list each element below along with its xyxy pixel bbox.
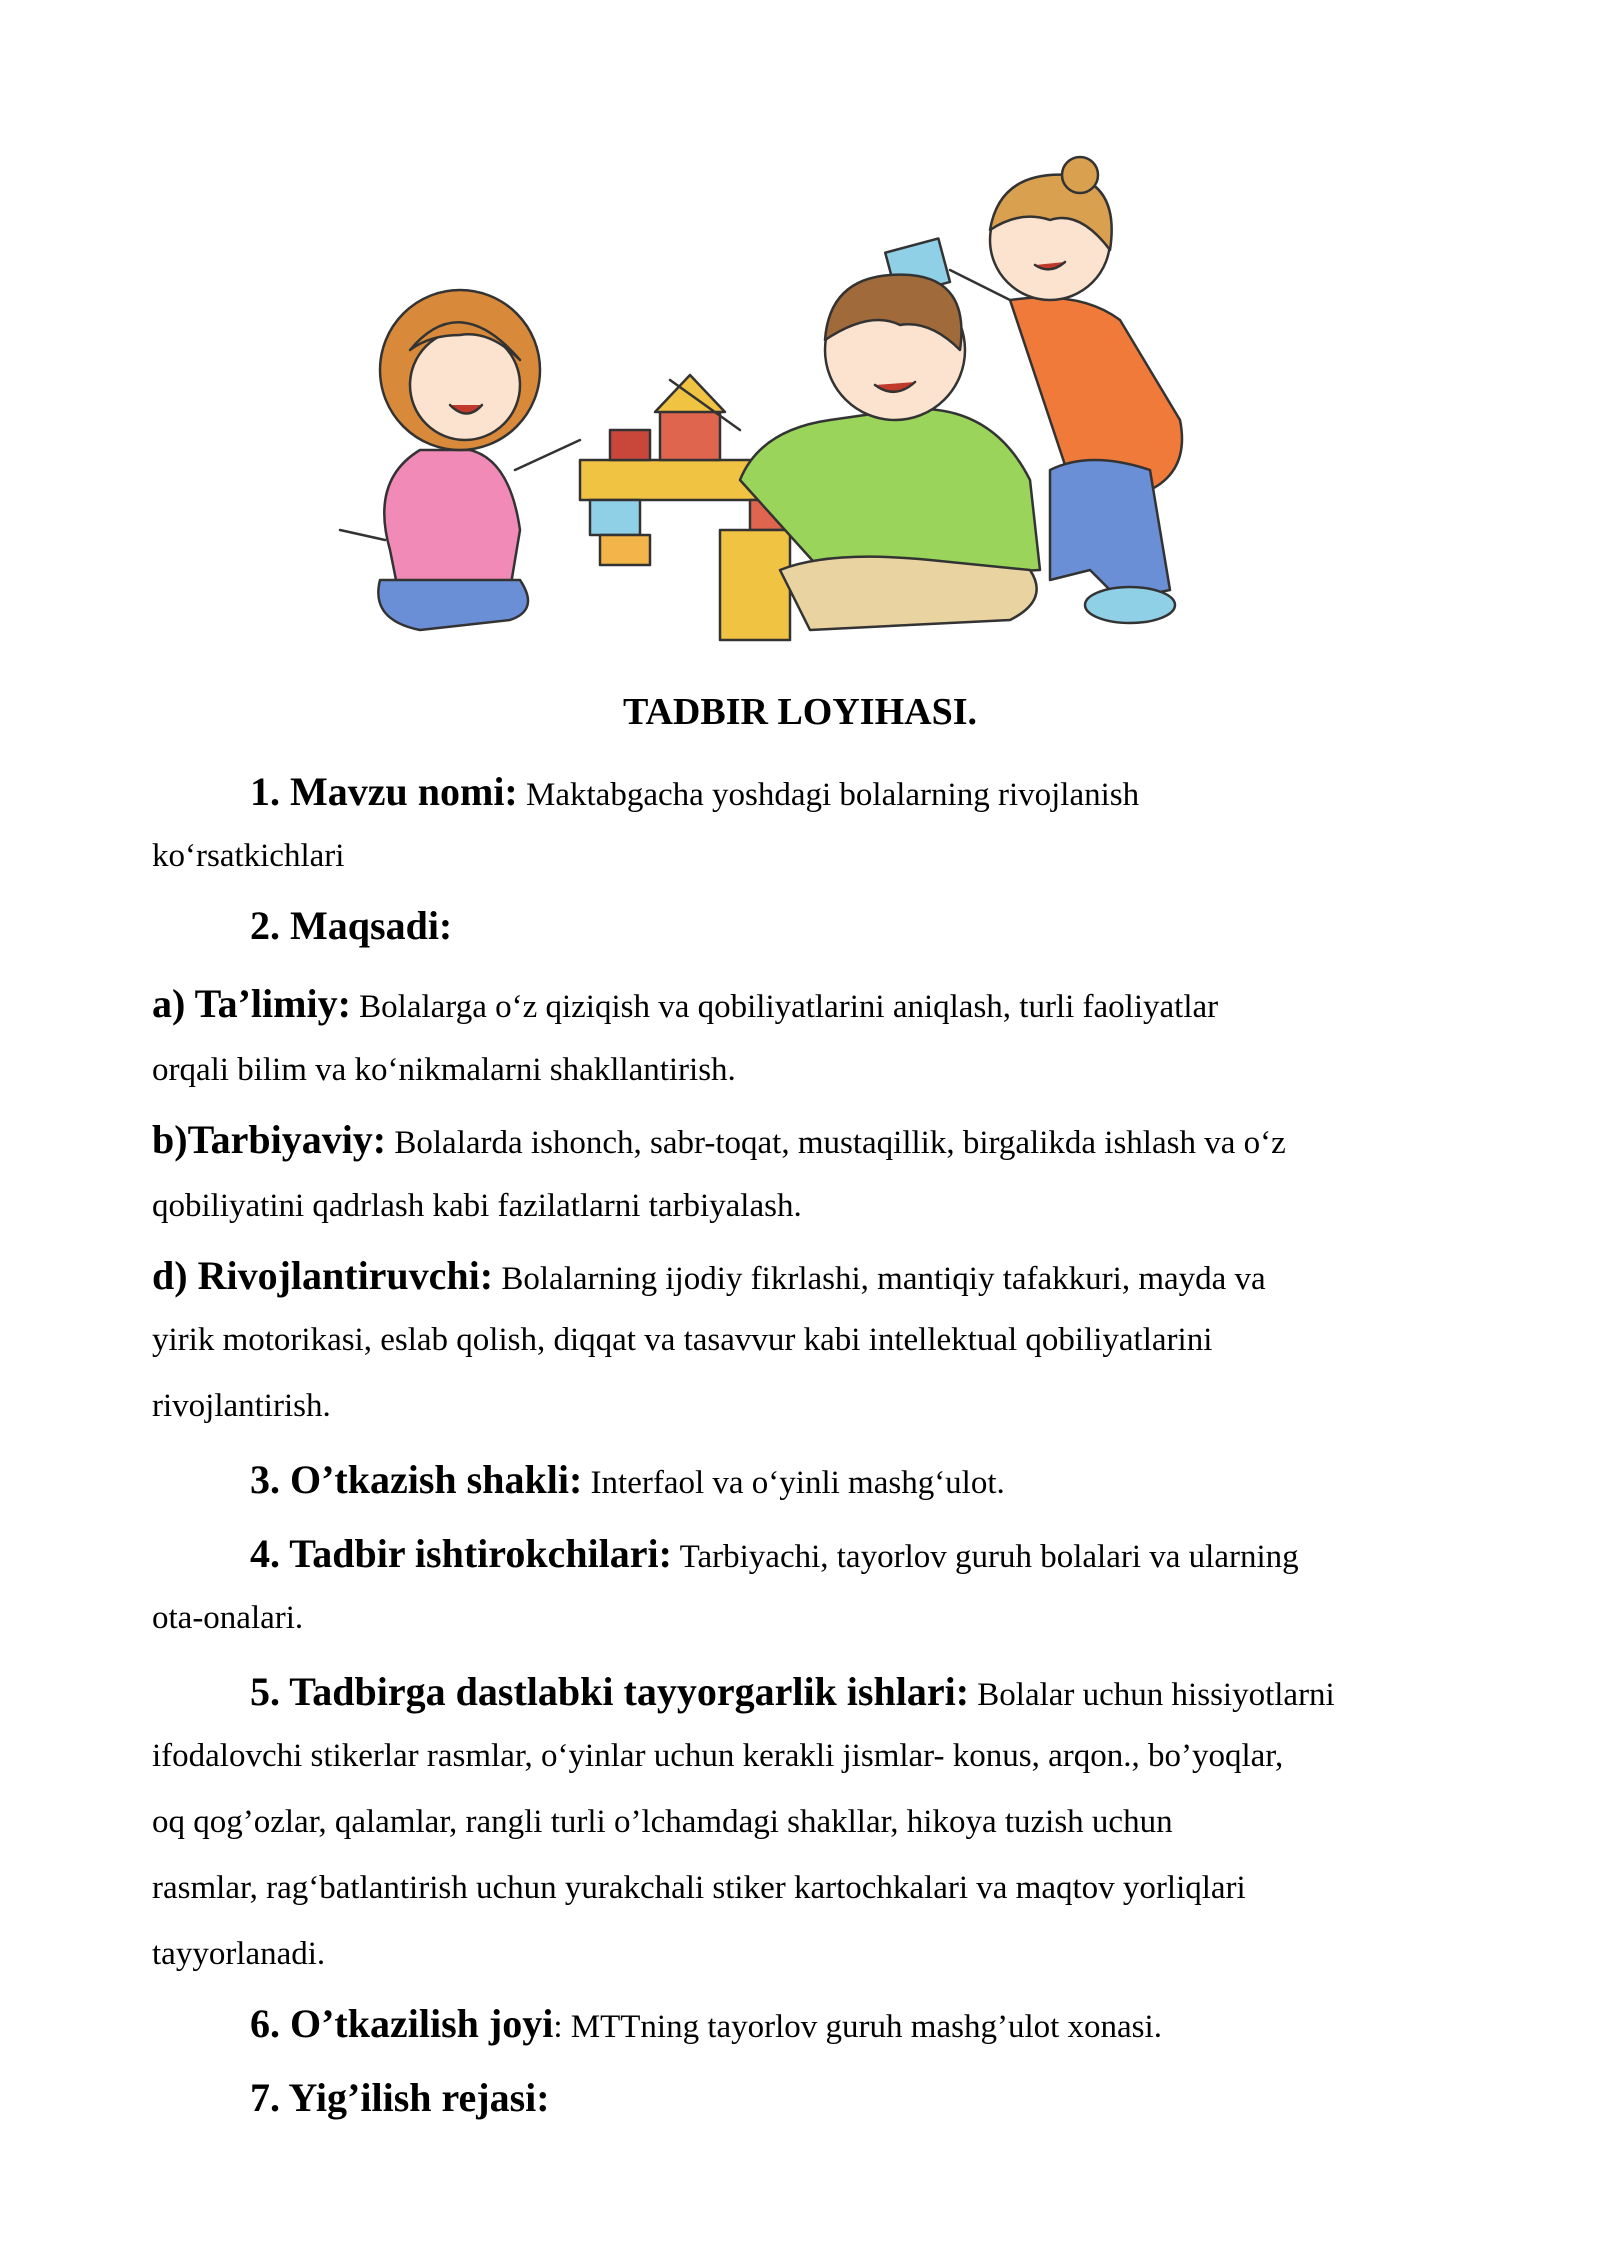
section-4-label: 4. Tadbir ishtirokchilari:	[250, 1531, 672, 1576]
goal-a-text-cont: orqali bilim va ko‘nikmalarni shakllantirish.	[152, 1052, 736, 1088]
goal-d-text: Bolalarning ijodiy fikrlashi, mantiqiy tafakkuri, mayda va	[501, 1261, 1266, 1297]
section-6-text: : MTTning tayorlov guruh mashg’ulot xonasi.	[553, 2009, 1162, 2045]
section-5-label: 5. Tadbirga dastlabki tayyorgarlik ishlari:	[250, 1669, 970, 1714]
goal-d-label: d) Rivojlantiruvchi:	[152, 1253, 494, 1298]
goal-b-label: b)Tarbiyaviy:	[152, 1117, 387, 1162]
goal-a-label: a) Ta’limiy:	[152, 981, 351, 1026]
section-6-line	[250, 2000, 1162, 2047]
document-title: TADBIR LOYIHASI.	[622, 691, 978, 733]
section-1-text-cont: ko‘rsatkichlari	[152, 838, 345, 874]
goal-a-line	[152, 980, 1218, 1027]
goal-b-text-cont: qobiliyatini qadrlash kabi fazilatlarni tarbiyalash.	[152, 1188, 802, 1224]
section-5-line	[250, 1668, 1335, 1715]
section-5-text: Bolalar uchun hissiyotlarni	[977, 1677, 1335, 1713]
section-3-text: Interfaol va o‘yinli mashg‘ulot.	[590, 1465, 1005, 1501]
goal-d-text-cont-2: rivojlantirish.	[152, 1388, 331, 1424]
section-5-text-cont-2: oq qog’ozlar, qalamlar, rangli turli o’lchamdagi shakllar, hikoya tuzish uchun	[152, 1804, 1173, 1840]
goal-b-text: Bolalarda ishonch, sabr-toqat, mustaqillik, birgalikda ishlash va o‘z	[394, 1125, 1286, 1161]
section-5-text-cont-3: rasmlar, rag‘batlantirish uchun yurakchali stiker kartochkalari va maqtov yorliqlari	[152, 1870, 1246, 1906]
goal-a-text: Bolalarga o‘z qiziqish va qobiliyatlarini aniqlash, turli faoliyatlar	[359, 989, 1219, 1025]
section-4-text: Tarbiyachi, tayorlov guruh bolalari va ularning	[679, 1539, 1299, 1575]
section-4-line	[250, 1530, 1299, 1577]
section-3-label: 3. O’tkazish shakli:	[250, 1457, 583, 1502]
section-1-line	[250, 768, 1139, 815]
section-5-text-cont-4: tayyorlanadi.	[152, 1936, 326, 1972]
goal-d-line	[152, 1252, 1266, 1299]
section-2-label: 2. Maqsadi:	[250, 903, 453, 948]
section-5-text-cont-1: ifodalovchi stikerlar rasmlar, o‘yinlar uchun kerakli jismlar- konus, arqon., bo’yoqlar,	[152, 1738, 1284, 1774]
section-3-line	[250, 1456, 1005, 1503]
section-1-label: 1. Mavzu nomi:	[250, 769, 518, 814]
section-7-label: 7. Yig’ilish rejasi:	[250, 2075, 550, 2120]
girl-figure	[340, 290, 580, 630]
section-1-text: Maktabgacha yoshdagi bolalarning rivojlanish	[526, 777, 1140, 813]
family-building-blocks-illustration	[310, 150, 1250, 650]
section-6-label: 6. O’tkazilish joyi	[250, 2001, 554, 2046]
section-4-text-cont: ota-onalari.	[152, 1600, 304, 1636]
goal-b-line	[152, 1116, 1286, 1163]
goal-d-text-cont-1: yirik motorikasi, eslab qolish, diqqat va tasavvur kabi intellektual qobiliyatlarini	[152, 1322, 1213, 1358]
